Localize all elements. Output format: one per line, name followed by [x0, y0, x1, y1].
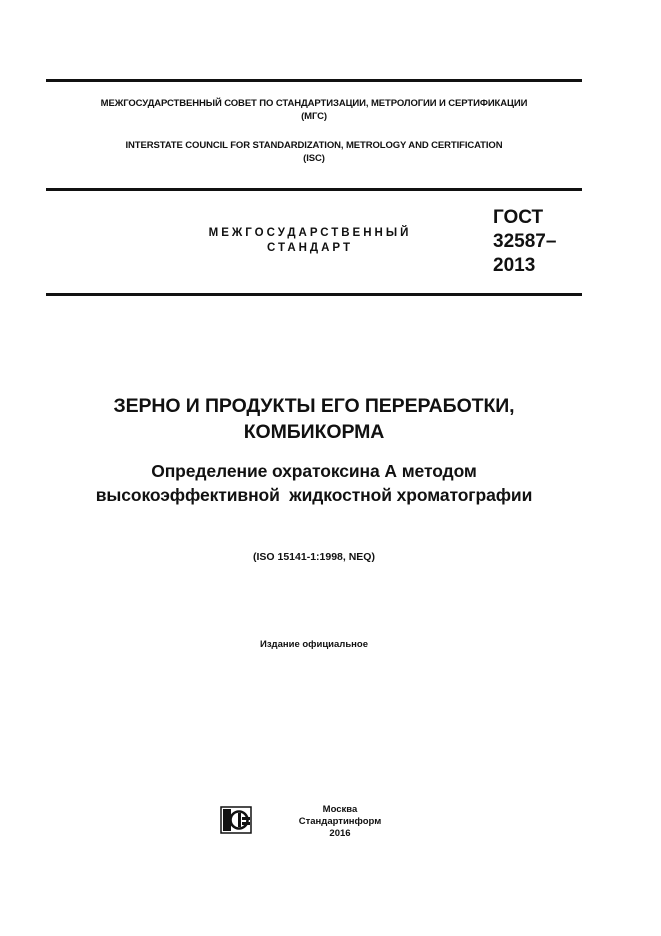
bottom-rule: [46, 293, 582, 296]
council-ru-line1: МЕЖГОСУДАРСТВЕННЫЙ СОВЕТ ПО СТАНДАРТИЗАЦИИ, МЕТРОЛОГИИ И СЕРТИФИКАЦИИ: [100, 98, 528, 109]
publisher-name: Стандартинформ: [298, 816, 382, 827]
publisher-imprint: [270, 804, 410, 840]
standard-kind-line2: СТАНДАРТ: [267, 242, 353, 254]
iso-reference: (ISO 15141-1:1998, NEQ): [253, 551, 375, 563]
standard-code-line3: 2013: [493, 255, 536, 276]
council-en-line1: INTERSTATE COUNCIL FOR STANDARDIZATION, METROLOGY AND CERTIFICATION: [125, 140, 503, 151]
document-title-line1: ЗЕРНО И ПРОДУКТЫ ЕГО ПЕРЕРАБОТКИ,: [113, 395, 515, 417]
standartinform-logo-icon: [220, 806, 252, 834]
standard-kind-line1: МЕЖГОСУДАРСТВЕННЫЙ: [208, 227, 412, 239]
standard-code: [493, 206, 583, 278]
document-title: [46, 393, 582, 445]
document-title-line2: КОМБИКОРМА: [243, 421, 385, 443]
document-subtitle-line2: высокоэффективной жидкостной хроматографии: [95, 485, 533, 505]
standard-kind: [150, 226, 470, 256]
edition-note: Издание официальное: [260, 639, 368, 650]
council-name-en: [46, 139, 582, 165]
council-name-ru: [46, 97, 582, 123]
council-en-abbr: (ISC): [303, 153, 325, 164]
standard-code-line2: 32587–: [493, 231, 557, 252]
middle-rule: [46, 188, 582, 191]
council-ru-abbr: (МГС): [301, 111, 327, 122]
publisher-year: 2016: [329, 828, 351, 839]
document-subtitle: [46, 459, 582, 507]
publisher-city: Москва: [322, 804, 358, 815]
top-rule: [46, 79, 582, 82]
standard-code-line1: ГОСТ: [493, 207, 544, 228]
document-subtitle-line1: Определение охратоксина А методом: [151, 461, 477, 481]
